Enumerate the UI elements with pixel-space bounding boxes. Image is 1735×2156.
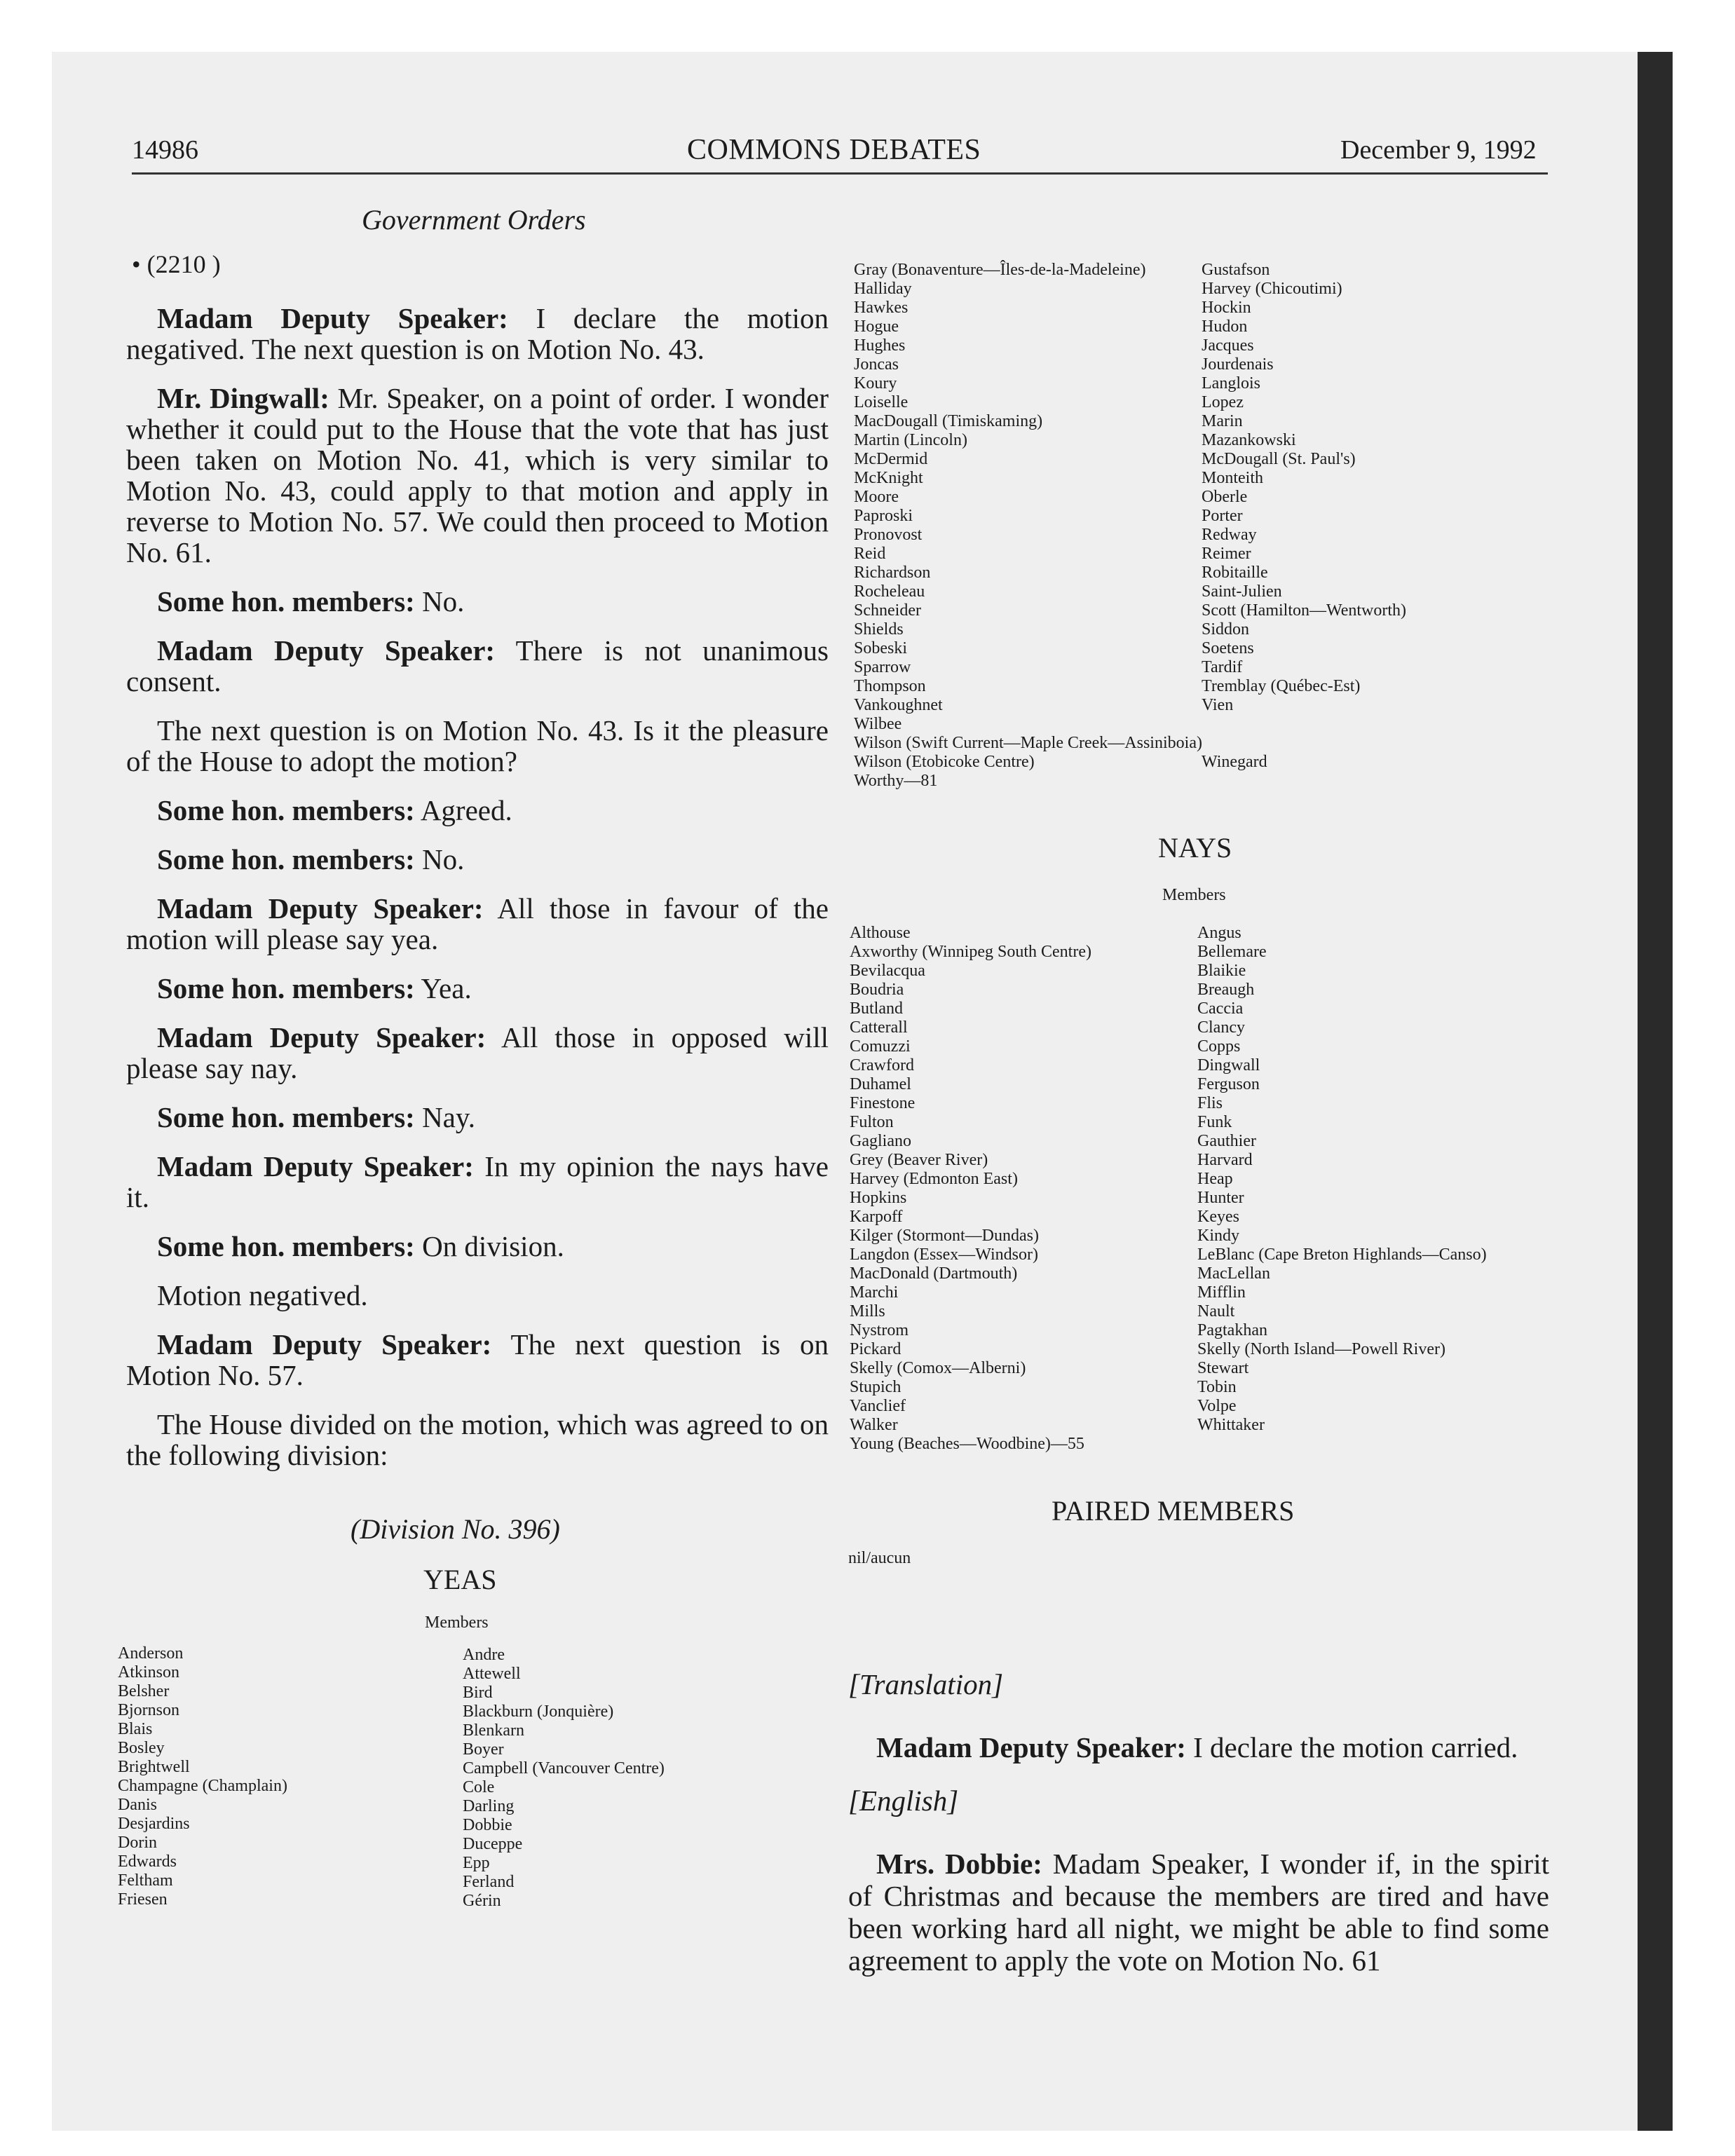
member-name: Caccia — [1197, 999, 1244, 1018]
member-name: Atkinson — [118, 1663, 180, 1681]
speaker: Mrs. Dobbie: — [876, 1848, 1042, 1880]
member-name: Epp — [463, 1854, 490, 1872]
member-name: Mazankowski — [1202, 431, 1296, 449]
member-name: Boyer — [463, 1740, 504, 1759]
publication-title: COMMONS DEBATES — [687, 134, 981, 166]
speech: The next question is on Motion No. 57. — [126, 1328, 829, 1391]
member-name: Vanclief — [850, 1397, 906, 1415]
publication-date: December 9, 1992 — [1340, 135, 1537, 165]
speaker: Some hon. members: — [157, 794, 415, 826]
member-name: Wilson (Etobicoke Centre) — [854, 753, 1035, 771]
speaker: Some hon. members: — [157, 1230, 415, 1262]
member-name: LeBlanc (Cape Breton Highlands—Canso) — [1197, 1246, 1487, 1264]
yeas-subheading: Members — [425, 1613, 489, 1632]
member-name: Walker — [850, 1416, 898, 1434]
member-name: Jacques — [1202, 336, 1254, 355]
member-name: Sparrow — [854, 658, 911, 676]
speech: The House divided on the motion, which was agreed to on the following division: — [126, 1408, 829, 1471]
member-name: Blackburn (Jonquière) — [463, 1703, 614, 1721]
speaker: Some hon. members: — [157, 843, 415, 875]
speaker: Madam Deputy Speaker: — [157, 892, 484, 925]
member-name: Boudria — [850, 981, 904, 999]
paragraph — [848, 1848, 1549, 1977]
member-name: Porter — [1202, 507, 1243, 525]
member-name: Campbell (Vancouver Centre) — [463, 1759, 665, 1778]
member-name: Soetens — [1202, 639, 1254, 657]
member-name: Skelly (North Island—Powell River) — [1197, 1340, 1445, 1358]
paragraph — [126, 795, 829, 826]
member-name: Gagliano — [850, 1132, 911, 1150]
member-name: Thompson — [854, 677, 926, 695]
left-column-text — [126, 303, 829, 1489]
speech: Agreed. — [414, 794, 512, 826]
member-name: Hunter — [1197, 1189, 1244, 1207]
member-name: Dorin — [118, 1834, 157, 1852]
paragraph — [126, 1231, 829, 1262]
member-name: Finestone — [850, 1094, 916, 1112]
speaker: Madam Deputy Speaker: — [157, 302, 508, 334]
nays-column-1 — [850, 924, 1091, 1454]
member-name: Karpoff — [850, 1208, 903, 1226]
speech: Yea. — [414, 972, 472, 1004]
speaker: Madam Deputy Speaker: — [876, 1731, 1186, 1763]
right-column-text — [848, 1668, 1549, 1998]
member-name: Blais — [118, 1720, 153, 1738]
member-name: MacDougall (Timiskaming) — [854, 412, 1043, 430]
speech: In my opinion the nays have it. — [126, 1150, 829, 1213]
member-name: Young (Beaches—Woodbine)—55 — [850, 1435, 1084, 1453]
member-name: Skelly (Comox—Alberni) — [850, 1359, 1026, 1377]
member-name: Nault — [1197, 1302, 1235, 1321]
speaker: Mr. Dingwall: — [157, 382, 329, 414]
member-name: Saint-Julien — [1202, 582, 1282, 601]
translation-marker: [Translation] — [848, 1668, 1004, 1700]
member-name: Kindy — [1197, 1227, 1239, 1245]
member-name: Halliday — [854, 280, 912, 298]
member-name: Mifflin — [1197, 1283, 1246, 1302]
paragraph — [126, 1022, 829, 1084]
member-name: Harvey (Edmonton East) — [850, 1170, 1018, 1188]
section-title: Government Orders — [362, 204, 586, 236]
member-name: Redway — [1202, 526, 1257, 544]
member-name — [1202, 734, 1406, 753]
nays-heading: NAYS — [1158, 832, 1232, 864]
member-name: Comuzzi — [850, 1037, 911, 1056]
member-name: Catterall — [850, 1018, 908, 1037]
member-name: Duceppe — [463, 1835, 523, 1853]
member-name: Bevilacqua — [850, 962, 925, 980]
member-name: Langdon (Essex—Windsor) — [850, 1246, 1038, 1264]
member-name: Vankoughnet — [854, 696, 943, 714]
member-name: Angus — [1197, 924, 1241, 942]
paragraph — [126, 844, 829, 875]
speech: Motion negatived. — [157, 1279, 368, 1311]
timestamp: • (2210 ) — [132, 250, 221, 278]
header-rule — [132, 172, 1548, 175]
member-name: Funk — [1197, 1113, 1232, 1131]
member-name: Keyes — [1197, 1208, 1239, 1226]
member-name: Belsher — [118, 1682, 170, 1700]
member-name: Reid — [854, 545, 886, 563]
member-name: Grey (Beaver River) — [850, 1151, 988, 1169]
paragraph — [126, 1409, 829, 1471]
yeas-heading: YEAS — [423, 1564, 497, 1595]
member-name: Harvey (Chicoutimi) — [1202, 280, 1342, 298]
paragraph — [126, 303, 829, 364]
member-name: Martin (Lincoln) — [854, 431, 967, 449]
member-name: Rocheleau — [854, 582, 925, 601]
member-name: Axworthy (Winnipeg South Centre) — [850, 943, 1091, 961]
member-name: Oberle — [1202, 488, 1248, 506]
member-name: Blenkarn — [463, 1721, 524, 1740]
member-name: Loiselle — [854, 393, 909, 411]
member-name: Gray (Bonaventure—Îles-de-la-Madeleine) — [854, 261, 1146, 279]
member-name: Ferland — [463, 1873, 515, 1891]
member-name: Sobeski — [854, 639, 908, 657]
member-name: Kilger (Stormont—Dundas) — [850, 1227, 1039, 1245]
member-name: Danis — [118, 1796, 157, 1814]
scan-edge-shadow — [1638, 52, 1673, 2131]
page-number: 14986 — [132, 135, 198, 165]
paragraph — [126, 586, 829, 617]
member-name: Gérin — [463, 1892, 501, 1910]
member-name: MacLellan — [1197, 1264, 1270, 1283]
member-name: Flis — [1197, 1094, 1223, 1112]
member-name: Wilson (Swift Current—Maple Creek—Assiniboia) — [854, 734, 1202, 752]
speech: No. — [414, 585, 465, 618]
member-name: Bellemare — [1197, 943, 1267, 961]
member-name: Clancy — [1197, 1018, 1245, 1037]
member-name: Jourdenais — [1202, 355, 1274, 374]
member-name: Duhamel — [850, 1075, 911, 1093]
speech: On division. — [414, 1230, 564, 1262]
member-name: Hudon — [1202, 318, 1248, 336]
division-label: (Division No. 396) — [351, 1513, 560, 1545]
member-name: Scott (Hamilton—Wentworth) — [1202, 601, 1407, 620]
member-name: Stupich — [850, 1378, 901, 1396]
paragraph — [126, 1280, 829, 1311]
paragraph — [126, 1102, 829, 1133]
member-name: Tobin — [1197, 1378, 1237, 1396]
member-name: Hughes — [854, 336, 906, 355]
paragraph — [126, 1329, 829, 1391]
member-name: Mills — [850, 1302, 885, 1321]
member-name: Butland — [850, 999, 903, 1018]
member-name: Lopez — [1202, 393, 1244, 411]
member-name: Volpe — [1197, 1397, 1237, 1415]
member-name: Pagtakhan — [1197, 1321, 1267, 1339]
paragraph — [126, 635, 829, 697]
member-name: McDermid — [854, 450, 928, 468]
speaker: Madam Deputy Speaker: — [157, 1328, 492, 1360]
yeas-column-1 — [118, 1644, 287, 1909]
member-name: Winegard — [1202, 753, 1267, 771]
member-name: Bird — [463, 1684, 493, 1702]
member-name: Champagne (Champlain) — [118, 1777, 287, 1795]
paragraph — [848, 1731, 1549, 1763]
speech: All those in favour of the motion will please say yea. — [126, 892, 829, 955]
member-name: Dingwall — [1197, 1056, 1260, 1074]
member-name: Bosley — [118, 1739, 165, 1757]
member-name: Edwards — [118, 1853, 177, 1871]
member-name: Hogue — [854, 318, 899, 336]
member-name: McDougall (St. Paul's) — [1202, 450, 1356, 468]
paragraph — [126, 1151, 829, 1213]
member-name: Shields — [854, 620, 904, 639]
member-name: Attewell — [463, 1665, 521, 1683]
speaker: Some hon. members: — [157, 585, 415, 618]
member-name: Koury — [854, 374, 897, 393]
member-name: Feltham — [118, 1871, 173, 1890]
speech: Nay. — [414, 1101, 475, 1133]
speech: There is not unanimous consent. — [126, 634, 829, 697]
paragraph — [126, 893, 829, 955]
member-name: Friesen — [118, 1890, 168, 1909]
member-name: Wilbee — [854, 715, 902, 733]
speech: The next question is on Motion No. 43. Is it the pleasure of the House to adopt the motion? — [126, 714, 829, 777]
member-name: Harvard — [1197, 1151, 1253, 1169]
member-name: Gauthier — [1197, 1132, 1256, 1150]
member-name: Moore — [854, 488, 899, 506]
speech: Madam Speaker, I wonder if, in the spirit of Christmas and because the members are tired and have been working hard all night, we might be able to find some agreement to apply the vote on Motion No. 61 — [848, 1848, 1549, 1977]
speech: All those in opposed will please say nay. — [126, 1021, 829, 1084]
member-name: Hawkes — [854, 299, 909, 317]
speaker: Madam Deputy Speaker: — [157, 1021, 487, 1053]
member-name: Worthy—81 — [854, 772, 938, 790]
speaker: Some hon. members: — [157, 1101, 415, 1133]
member-name: Stewart — [1197, 1359, 1249, 1377]
member-name: MacDonald (Dartmouth) — [850, 1264, 1018, 1283]
member-name: Langlois — [1202, 374, 1260, 393]
yeas-column-3 — [854, 261, 1202, 791]
nays-column-2 — [1197, 924, 1487, 1435]
member-name: Ferguson — [1197, 1075, 1260, 1093]
member-name: Darling — [463, 1797, 515, 1815]
member-name: Richardson — [854, 564, 931, 582]
member-name: Marin — [1202, 412, 1243, 430]
member-name: Siddon — [1202, 620, 1250, 639]
speaker: Madam Deputy Speaker: — [157, 634, 496, 667]
member-name: Bjornson — [118, 1701, 180, 1719]
member-name: Joncas — [854, 355, 899, 374]
member-name: Nystrom — [850, 1321, 909, 1339]
member-name: Pickard — [850, 1340, 901, 1358]
member-name: Tardif — [1202, 658, 1243, 676]
member-name: Paproski — [854, 507, 913, 525]
member-name: Breaugh — [1197, 981, 1255, 999]
member-name: Reimer — [1202, 545, 1251, 563]
member-name: Desjardins — [118, 1815, 190, 1833]
member-name: Dobbie — [463, 1816, 512, 1834]
paragraph — [126, 715, 829, 777]
member-name: Crawford — [850, 1056, 914, 1074]
yeas-column-4 — [1202, 261, 1406, 772]
member-name: Hopkins — [850, 1189, 907, 1207]
paired-value: nil/aucun — [848, 1549, 911, 1567]
yeas-column-2 — [463, 1646, 665, 1911]
speaker: Madam Deputy Speaker: — [157, 1150, 474, 1182]
member-name: McKnight — [854, 469, 923, 487]
member-name: Hockin — [1202, 299, 1251, 317]
member-name: Monteith — [1202, 469, 1263, 487]
speech: I declare the motion carried. — [1185, 1731, 1518, 1763]
paired-heading: PAIRED MEMBERS — [1052, 1495, 1295, 1527]
member-name: Vien — [1202, 696, 1234, 714]
member-name: Blaikie — [1197, 962, 1246, 980]
paragraph — [126, 383, 829, 568]
member-name: Tremblay (Québec-Est) — [1202, 677, 1361, 695]
member-name: Fulton — [850, 1113, 894, 1131]
paragraph — [126, 973, 829, 1004]
english-marker: [English] — [848, 1785, 959, 1817]
member-name: Heap — [1197, 1170, 1233, 1188]
speech: I declare the motion negatived. The next question is on Motion No. 43. — [126, 302, 829, 365]
member-name: Gustafson — [1202, 261, 1270, 279]
member-name: Cole — [463, 1778, 495, 1796]
member-name: Schneider — [854, 601, 921, 620]
member-name: Marchi — [850, 1283, 899, 1302]
member-name: Althouse — [850, 924, 911, 942]
member-name: Anderson — [118, 1644, 184, 1663]
member-name: Whittaker — [1197, 1416, 1265, 1434]
speech: No. — [414, 843, 465, 875]
member-name: Brightwell — [118, 1758, 190, 1776]
member-name: Andre — [463, 1646, 505, 1664]
speech: Mr. Speaker, on a point of order. I wonder whether it could put to the House that the vote that has just been taken on Motion No. 41, which is very similar to Motion No. 43, could apply to that motion and apply in reverse to Motion No. 57. We could then proceed to Motion No. 61. — [126, 382, 829, 568]
member-name — [1202, 715, 1406, 734]
member-name: Robitaille — [1202, 564, 1268, 582]
speaker: Some hon. members: — [157, 972, 415, 1004]
nays-subheading: Members — [1162, 886, 1226, 904]
member-name: Copps — [1197, 1037, 1241, 1056]
member-name: Pronovost — [854, 526, 923, 544]
